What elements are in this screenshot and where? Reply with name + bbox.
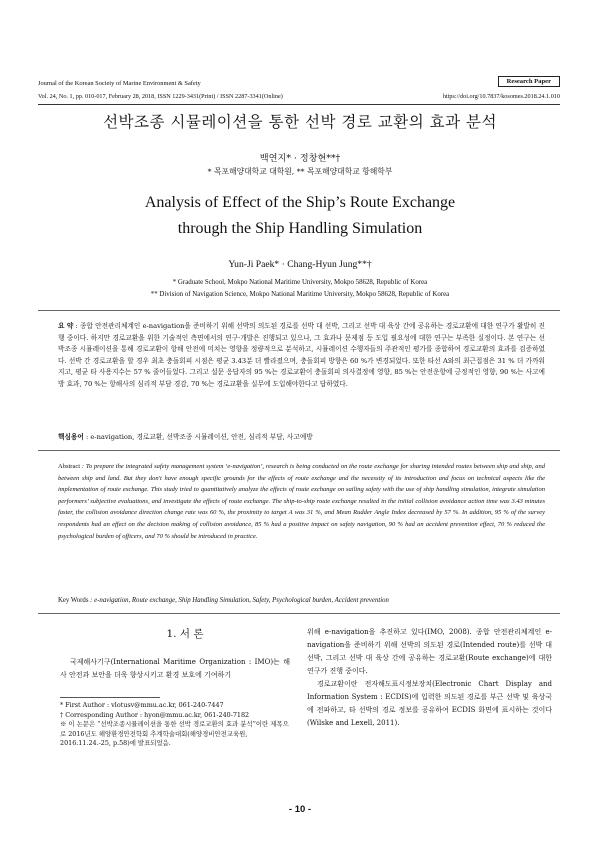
article-type-badge: Research Paper	[498, 76, 560, 87]
abstract-mid-divider	[38, 450, 560, 451]
keywords-english-label: Key Words	[58, 597, 89, 604]
abstract-bottom-divider	[38, 613, 560, 614]
header-divider	[38, 104, 560, 105]
page-number: - 10 -	[288, 804, 312, 815]
abstract-english-text: : To prepare the integrated safety management system ‘e-navigation’, research is being conducted on the route exchange for sharing intended routes between ship and ship, and between ship and land. But they don't have enough specific grounds for the effects of route exchange and the necessity of its introduction and focus on technical aspects like the implementation of route exchange. This study tried to quantitatively analyze the effects of route exchange on sailing safety with the use of ship handling simulation, integrate simulation performers’ subjective evaluations, and investigate the effects of route exchange. The ship-to-ship route exchange resulted in the initial collision avoidance action time was 3.43 minutes faster, the collision avoidance direction change rate was 60 %, the proximity to target A was 31 %, and Mean Rudder Angle Index decreased by 57 %. In addition, 95 % of the survey respondents had an effect on the decision making of collision avoidance, 85 % had a positive impact on safety navigation, 90 % had an accident prevention effect, 70 % reduced the psychological burden of officers, and 70 % should be introduced in practice.	[58, 463, 545, 540]
keywords-english	[58, 597, 545, 604]
footnote-first-author: * First Author : vlotusv@mmu.ac.kr, 061-240-7447	[60, 701, 224, 709]
title-english-line1: Analysis of Effect of the Ship’s Route Exchange	[144, 194, 456, 211]
affiliation-english-2: ** Division of Navigation Science, Mokpo National Maritime University, Mokpo 58628, Republic of Korea	[150, 291, 450, 298]
footnotes	[60, 701, 292, 749]
title-english-line2: through the Ship Handling Simulation	[177, 220, 423, 237]
authors-english: Yun-Ji Paek* · Chang-Hyun Jung**†	[228, 259, 372, 270]
journal-name: Journal of the Korean Society of Marine Environment & Safety	[38, 80, 201, 87]
affiliation-english-1: * Graduate School, Mokpo National Maritime University, Mokpo 58628, Republic of Korea	[172, 279, 428, 286]
intro-paragraph-1: 국제해사기구(International Maritime Organization : IMO)는 해사 안전과 보안을 더욱 향상시키고 환경 보호에 기여하기	[60, 658, 290, 679]
abstract-english-label: Abstract	[58, 463, 81, 470]
keywords-korean	[58, 431, 545, 441]
footnote-presentation-note: ※ 이 논문은 “선박조종시뮬레이션을 통한 선박 경로교환의 효과 분석”이란 제목으로 2016년도 해양환경안전학회 추계학술대회(해양경비안전교육원, 2016.11.24.-25, p.58)에 발표되었음.	[60, 720, 289, 748]
title-korean: 선박조종 시뮬레이션을 통한 선박 경로 교환의 효과 분석	[103, 113, 497, 131]
authors-korean: 백연지* · 정창현**†	[259, 153, 341, 164]
footnote-divider	[60, 697, 160, 698]
keywords-korean-text: : e-navigation, 경로교환, 선박조종 시뮬레이션, 안전, 심리적 부담, 사고예방	[83, 433, 313, 441]
right-column	[307, 626, 552, 730]
footnote-corresponding-author: † Corresponding Author : hyon@mmu.ac.kr, 061-240-7182	[60, 710, 250, 719]
intro-paragraph-3: 경로교환이란 전자해도표시정보장치(Electronic Chart Display and Information System : ECDIS)에 입력한 의도된 경로를 부근 선박 및 육상국에 전파하고, 타 선박의 경로 정보를 공유하여 ECDIS 화면에 표시하는 것이다(Wilske and Lexell, 2011).	[307, 680, 552, 727]
volume-info: Vol. 24, No. 1, pp. 010-017, February 28, 2018, ISSN 1229-3431(Print) / ISSN 2287-3341(Online)	[38, 93, 283, 100]
abstract-top-divider	[38, 310, 560, 311]
affiliation-korean: * 목포해양대학교 대학원, ** 목포해양대학교 항해학부	[207, 167, 393, 176]
keywords-korean-label: 핵심용어	[58, 433, 84, 441]
abstract-korean	[58, 321, 545, 391]
intro-paragraph-2: 위해 e-navigation을 추진하고 있다(IMO, 2008). 종합 안전관리체계인 e-navigation을 준비하기 위해 선박의 의도된 경로(Intended route)를 선박 대 선박, 그리고 선박 대 육상 간에 공유하는 경로교환(Route exchange)에 대한 연구가 진행 중이다.	[307, 628, 552, 675]
section-heading-introduction: 1. 서 론	[166, 628, 204, 640]
abstract-english	[58, 461, 545, 542]
doi-link[interactable]: https://doi.org/10.7837/kosomes.2018.24.1.010	[442, 93, 560, 100]
abstract-korean-text: : 종합 안전관리체계인 e-navigation을 준비하기 위해 선박의 의도된 경로를 선박 대 선박, 그리고 선박 대 육상 간에 공유하는 경로교환에 대한 연구가 활발히 진행 중이다. 하지만 경로교환을 위한 기술적인 측면에서의 연구·개발은 진행되고 있으나, 그 효과나 문제점 등 도입 필요성에 대한 연구는 부족한 실정이다. 본 연구는 선박조종 시뮬레이션을 통해 경로교환이 항해 안전에 미치는 영향을 정량적으로 분석하고, 시뮬레이션 수행자들의 주관적인 평가를 종합하여 경로교환의 효과를 검증하였다. 선박 간 경로교환을 할 경우 최초 충돌회피 시점은 평균 3.43분 더 빨라졌으며, 충돌회피 방향은 60 %가 변경되었다. 또한 타선 A와의 최근접점은 31 % 더 가까워지고, 평균 타 사용지수는 57 % 줄어들었다. 그리고 설문 응답자의 95 %는 경로교환이 충돌회피 의사결정에 영향, 85 %는 안전운항에 긍정적인 영향, 90 %는 사고예방 효과, 70 %는 항해사의 심리적 부담 경감, 70 %는 경로교환을 실무에 도입해야한다고 답하였다.	[58, 322, 546, 388]
abstract-korean-label: 요 약	[58, 322, 74, 330]
keywords-english-text: : e-navigation, Route exchange, Ship Handling Simulation, Safety, Psychological burden, Accident prevention	[88, 597, 389, 604]
